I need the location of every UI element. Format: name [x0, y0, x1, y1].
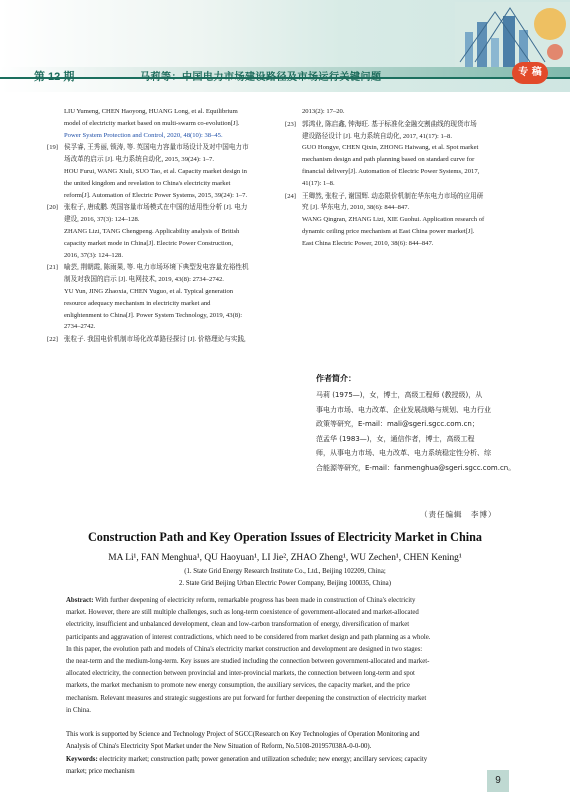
abstract-text: With further deepening of electricity reform, remarkable progress has been made in construction of China's electricity — [93, 597, 416, 604]
keywords-label: Keywords: — [66, 756, 98, 763]
reference-line: 2734–2742. — [64, 323, 96, 331]
abstract-line: in China. — [66, 706, 91, 714]
reference-line: 究 [J]. 华东电力, 2010, 38(6): 844–847. — [302, 204, 410, 212]
reference-line: financial delivery[J]. Automation of Electric Power Systems, 2017, — [302, 167, 480, 175]
reference-line: resource adequacy mechanism in electricity market and — [64, 299, 211, 307]
reference-entry — [285, 191, 538, 250]
reference-line: mechanism design and path planning based on standard curve for — [302, 156, 475, 164]
reference-number: [24] — [285, 192, 296, 200]
reference-entry — [64, 106, 292, 141]
reference-entry — [302, 106, 538, 118]
reference-line: 41(17): 1–8. — [302, 179, 335, 187]
abstract-line: markets, the market mechanism to promote new energy consumption, the auxiliary services, the capacity market, and the price — [66, 682, 410, 690]
column-badge: 专 稿 — [512, 62, 548, 84]
reference-line: 2013(2): 17–20. — [302, 108, 345, 115]
funding-statement — [66, 729, 508, 753]
reference-entry — [47, 262, 292, 333]
reference-line: ZHANG Lizi, TANG Chengpeng. Applicability analysis of British — [64, 227, 240, 235]
reference-line: YU Yun, JING Zhaoxia, CHEN Yuguo, et al. Typical generation — [64, 287, 234, 295]
bio-line: 事电力市场、电力改革、企业发展战略与规划、电力行业 — [316, 405, 491, 414]
abstract-line: mechanism. Relevant measures and strategic suggestions are put forward for further deepening the construction of electricity market — [66, 694, 427, 702]
reference-line: LIU Yumeng, CHEN Haoyong, HUANG Long, et al. Equilibrium — [64, 108, 238, 115]
responsible-editor: （责任编辑 李博） — [420, 510, 497, 519]
abstract-line: electricity, insufficient and unbalanced development, clean and low-carbon transformation of energy, diversification of market — [66, 621, 410, 629]
reference-line: the united kingdom and revelation to China's electricity market — [64, 179, 231, 187]
abstract-line: market. However, there are still multiple challenges, such as long-term coexistence of government-allocated and market-allocated — [66, 609, 419, 617]
reference-line: 建设路径设计 [J]. 电力系统自动化, 2017, 41(17): 1–8. — [302, 132, 453, 140]
english-title: Construction Path and Key Operation Issues of Electricity Market in China — [87, 530, 483, 544]
bio-line: 政策等研究，E-mail：mali@sgeri.sgcc.com.cn； — [316, 420, 479, 429]
bio-line: 范孟华 (1983—)，女，通信作者，博士，高级工程 — [316, 434, 475, 443]
abstract-line: participants and aggravation of interest contradictions, which need to be considered from market design and path planning as a whole. — [66, 633, 431, 641]
affiliation-2: 2. State Grid Beijing Urban Electric Power Company, Beijing 100035, China) — [179, 580, 391, 587]
reference-line: 制及对我国的启示 [J]. 电网技术, 2019, 43(8): 2734–2742. — [64, 276, 224, 284]
reference-line: enlightenment to China[J]. Power System Technology, 2019, 43(8): — [64, 311, 243, 319]
reference-line: 王卿然, 张粒子, 谢国辉. 动态限价机制在华东电力市场的应用研 — [302, 192, 484, 200]
abstract-line: In this paper, the evolution path and models of China's electricity market construction and development are designed in two stages: — [66, 645, 423, 653]
running-title: 马莉等：中国电力市场建设路径及市场运行关键问题 — [140, 72, 382, 83]
reference-number: [22] — [47, 336, 58, 344]
reference-entry — [285, 119, 538, 190]
bio-line: 马莉 (1975—)，女，博士，高级工程师 (教授级)，从 — [316, 391, 483, 399]
affiliation-1: (1. State Grid Energy Research Institute Co., Ltd., Beijing 102209, China; — [184, 568, 386, 575]
reference-line: dynamic ceiling price mechanism at East China power market[J]. — [302, 227, 475, 235]
reference-line: East China Electric Power, 2010, 38(6): 844–847. — [302, 239, 434, 247]
page-number: 9 — [487, 770, 509, 792]
abstract-line: allocated electricity, the connection between provincial and inter-provincial markets, the connection between long-term and spot — [66, 670, 415, 678]
reference-line: 场改革的启示 [J]. 电力系统自动化, 2015, 39(24): 1–7. — [64, 156, 215, 164]
reference-line: capacity market mode in China[J]. Electric Power Construction, — [64, 239, 234, 247]
reference-line: reform[J]. Automation of Electric Power Systems, 2015, 39(24): 1–7. — [64, 191, 248, 199]
header-decoration-icon — [455, 2, 570, 76]
funding-line: This work is supported by Science and Technology Project of SGCC(Research on Key Technologies of Operation Monitoring and — [66, 731, 420, 738]
reference-entry — [47, 334, 292, 346]
reference-line: 建设, 2016, 37(3): 124–128. — [64, 216, 140, 224]
reference-number: [23] — [285, 120, 296, 128]
funding-line: Analysis of China's Electricity Spot Market under the New Situation of Reform, No.5108-201957038A-0-0-00). — [66, 743, 372, 751]
reference-line: 侯孚睿, 王秀丽, 锁涛, 等. 英国电力容量市场设计及对中国电力市 — [64, 144, 249, 152]
issue-number: 第 12 期 — [34, 71, 75, 83]
english-abstract — [66, 595, 508, 717]
reference-line: HOU Furui, WANG Xiuli, SUO Tao, et al. Capacity market design in — [64, 167, 247, 175]
abstract-label: Abstract: — [66, 597, 94, 604]
reference-line: model of electricity market based on multi-swarm co-evolution[J]. — [64, 119, 240, 127]
reference-line: 郭鸿业, 陈启鑫, 钟海旺. 基于标准化金融交割曲线的现货市场 — [302, 120, 477, 128]
reference-line: WANG Qingran, ZHANG Lizi, XIE Guohui. Application research of — [302, 216, 485, 224]
references-right-column — [285, 106, 538, 251]
reference-number: [21] — [47, 264, 58, 272]
keywords-text: electricity market; construction path; power generation and utilization schedule; new energy; ancillary services; capacity — [97, 756, 428, 763]
reference-line: 喻芸, 荆朝霞, 陈雨果, 等. 电力市场环境下典型发电容量充裕性机 — [64, 264, 249, 272]
reference-number: [20] — [47, 204, 58, 212]
bio-line: 师，从事电力市场、电力改革、电力系统稳定性分析、综 — [316, 449, 491, 458]
reference-line: GUO Hongye, CHEN Qixin, ZHONG Haiwang, et al. Spot market — [302, 144, 479, 152]
english-keywords — [66, 754, 508, 778]
abstract-line: the near-term and the medium-long-term. Key issues are studied including the connection between government-allocated and market- — [66, 658, 430, 666]
author-bio — [316, 388, 542, 476]
reference-entry — [47, 142, 292, 201]
keywords-line: market; price mechanism — [66, 768, 135, 776]
bio-line: 合能源等研究，E-mail：fanmenghua@sgeri.sgcc.com.cn。 — [316, 463, 516, 472]
english-authors: MA Li¹, FAN Menghua¹, QU Haoyuan¹, LI Jie², ZHAO Zheng¹, WU Zechen¹, CHEN Kening¹ — [108, 553, 462, 563]
page-header — [0, 0, 570, 92]
reference-line: 2016, 37(3): 124–128. — [64, 251, 123, 259]
reference-number: [19] — [47, 144, 58, 152]
reference-line: 张粒子, 唐成鹏. 英国容量市场模式在中国的适用性分析 [J]. 电力 — [64, 204, 248, 212]
reference-line: 张粒子. 我国电价机制市场化改革路径探讨 [J]. 价格理论与实践, — [64, 336, 246, 344]
reference-line: Power System Protection and Control, 2020, 48(10): 38–45. — [64, 131, 223, 139]
reference-entry — [47, 202, 292, 261]
abstract-line — [66, 595, 508, 607]
author-bio-heading: 作者简介： — [316, 374, 356, 383]
references-left-column — [47, 106, 292, 347]
keywords-line — [66, 754, 508, 766]
